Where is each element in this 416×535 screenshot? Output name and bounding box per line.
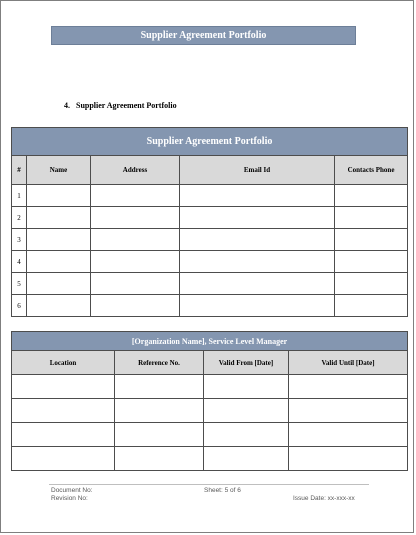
name-cell[interactable]: [27, 207, 91, 229]
address-cell[interactable]: [91, 251, 180, 273]
section-heading: [64, 101, 177, 110]
table-row: [12, 423, 408, 447]
column-header-email: Email Id: [180, 156, 335, 185]
valid-from-cell[interactable]: [204, 375, 289, 399]
table-row: [12, 375, 408, 399]
email-cell[interactable]: [180, 185, 335, 207]
table-row: [12, 251, 408, 273]
email-cell[interactable]: [180, 229, 335, 251]
table-row: [12, 399, 408, 423]
row-number: 4: [12, 251, 27, 273]
row-number: 1: [12, 185, 27, 207]
column-header-reference: Reference No.: [115, 351, 204, 375]
column-header-phone: Contacts Phone: [335, 156, 408, 185]
column-header-location: Location: [12, 351, 115, 375]
name-cell[interactable]: [27, 185, 91, 207]
phone-cell[interactable]: [335, 295, 408, 317]
footer-document-no: Document No:: [51, 487, 93, 494]
address-cell[interactable]: [91, 229, 180, 251]
table-row: [12, 185, 408, 207]
phone-cell[interactable]: [335, 251, 408, 273]
table-caption: Supplier Agreement Portfolio: [12, 128, 408, 156]
page-title-bar: [51, 26, 356, 45]
table-row: [12, 229, 408, 251]
row-number: 3: [12, 229, 27, 251]
address-cell[interactable]: [91, 273, 180, 295]
valid-from-cell[interactable]: [204, 399, 289, 423]
footer-issue-date: Issue Date: xx-xxx-xx: [293, 495, 355, 502]
address-cell[interactable]: [91, 185, 180, 207]
email-cell[interactable]: [180, 273, 335, 295]
name-cell[interactable]: [27, 295, 91, 317]
name-cell[interactable]: [27, 251, 91, 273]
reference-cell[interactable]: [115, 423, 204, 447]
valid-from-cell[interactable]: [204, 423, 289, 447]
phone-cell[interactable]: [335, 229, 408, 251]
supplier-portfolio-table: [11, 127, 408, 317]
column-header-valid-until: Valid Until [Date]: [289, 351, 408, 375]
valid-until-cell[interactable]: [289, 399, 408, 423]
table-row: [12, 273, 408, 295]
table-caption: [Organization Name], Service Level Manager: [12, 332, 408, 351]
service-level-table: [11, 331, 408, 471]
location-cell[interactable]: [12, 375, 115, 399]
address-cell[interactable]: [91, 295, 180, 317]
column-header-number: #: [12, 156, 27, 185]
phone-cell[interactable]: [335, 185, 408, 207]
footer-revision-no: Revision No:: [51, 495, 88, 502]
table-row: [12, 295, 408, 317]
valid-from-cell[interactable]: [204, 447, 289, 471]
phone-cell[interactable]: [335, 273, 408, 295]
location-cell[interactable]: [12, 399, 115, 423]
email-cell[interactable]: [180, 251, 335, 273]
address-cell[interactable]: [91, 207, 180, 229]
email-cell[interactable]: [180, 295, 335, 317]
reference-cell[interactable]: [115, 375, 204, 399]
valid-until-cell[interactable]: [289, 423, 408, 447]
table-row: [12, 207, 408, 229]
footer-sheet: Sheet: 5 of 6: [204, 487, 241, 494]
reference-cell[interactable]: [115, 399, 204, 423]
row-number: 2: [12, 207, 27, 229]
section-number: 4.: [64, 101, 70, 110]
location-cell[interactable]: [12, 447, 115, 471]
column-header-valid-from: Valid From [Date]: [204, 351, 289, 375]
valid-until-cell[interactable]: [289, 375, 408, 399]
page-title: Supplier Agreement Portfolio: [140, 30, 267, 41]
location-cell[interactable]: [12, 423, 115, 447]
section-title: Supplier Agreement Portfolio: [76, 101, 177, 110]
footer-divider: [49, 484, 369, 485]
name-cell[interactable]: [27, 273, 91, 295]
column-header-address: Address: [91, 156, 180, 185]
valid-until-cell[interactable]: [289, 447, 408, 471]
email-cell[interactable]: [180, 207, 335, 229]
reference-cell[interactable]: [115, 447, 204, 471]
name-cell[interactable]: [27, 229, 91, 251]
row-number: 6: [12, 295, 27, 317]
phone-cell[interactable]: [335, 207, 408, 229]
table-row: [12, 447, 408, 471]
row-number: 5: [12, 273, 27, 295]
column-header-name: Name: [27, 156, 91, 185]
